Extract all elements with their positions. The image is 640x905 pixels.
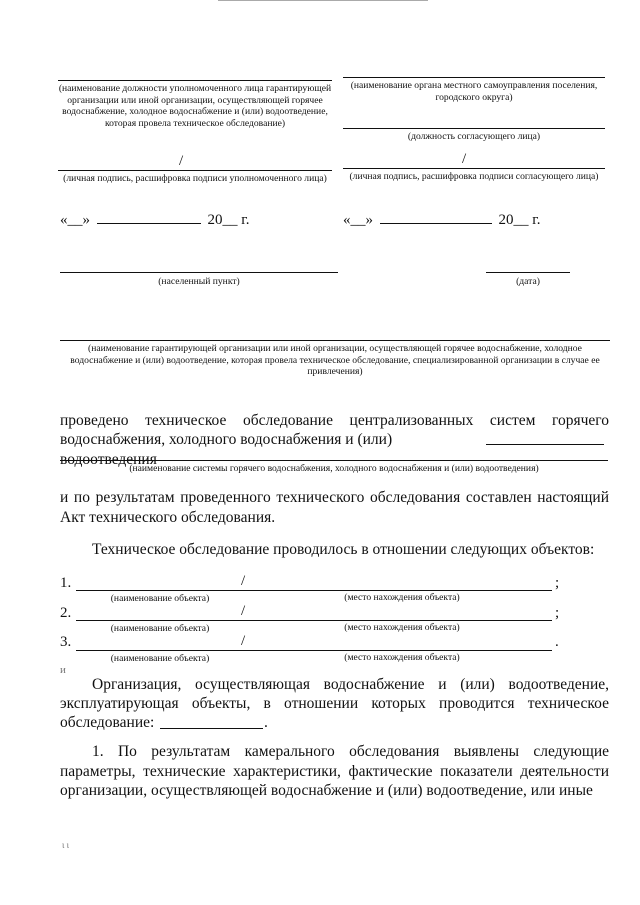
signature-slash-right: / (462, 151, 467, 167)
object-line (76, 590, 552, 591)
object-name-caption: (наименование объекта) (110, 593, 210, 604)
system-caption: (наименование системы горячего водоснабжения, холодного водоснабжения и (или) водоотведения) (129, 463, 539, 474)
signature-line-left (58, 170, 332, 171)
operator-line-2: эксплуатирующая объекты, в отношении которых проводится техническое (60, 695, 609, 712)
operator-line-3: обследование: (60, 714, 155, 731)
object-location-caption: (место нахождения объекта) (344, 592, 460, 603)
scan-top-edge (218, 0, 428, 1)
object-slash: / (241, 603, 246, 619)
organization-line (60, 340, 610, 341)
object-line (76, 650, 552, 651)
objects-intro: Техническое обследование проводилось в отношении следующих объектов: (92, 541, 595, 558)
operator-line-1: Организация, осуществляющая водоснабжение и (или) водоотведение, (92, 676, 609, 693)
object-line (76, 620, 552, 621)
object-number: 2. (60, 605, 72, 621)
object-location-caption: (место нахождения объекта) (344, 652, 460, 663)
position-caption: (наименование должности уполномоченного лица гарантирующей организации или иной организации, осуществляющей горячее водоснабжение, холодное водоснабжение и (или) водоотведение, которая провела техническое обследование) (58, 83, 332, 129)
result-paragraph: и по результатам проведенного технического обследования составлен настоящий Акт технического обследования. (60, 489, 609, 526)
scan-mark-bottom: ι ι (62, 840, 70, 850)
settlement-caption: (населенный пункт) (158, 276, 240, 287)
date-line (486, 272, 570, 273)
organization-caption: (наименование гарантирующей организации или иной организации, осуществляющей горячее водоснабжение, холодное водоснабжение и (или) водоотведение, которая провела техническое обследование, специализированной организации в случае ее привлечения) (70, 343, 600, 378)
signature-caption-left: (личная подпись, расшифровка подписи уполномоченного лица) (63, 173, 327, 184)
object-number: 1. (60, 575, 72, 591)
operator-blank (160, 728, 263, 729)
approver-position-caption: (должность согласующего лица) (407, 131, 541, 142)
signature-line-right (343, 168, 605, 169)
settlement-line (60, 272, 338, 273)
object-end: . (555, 634, 559, 650)
date-month-blank-right (380, 211, 492, 224)
object-location-caption: (место нахождения объекта) (344, 622, 460, 633)
date-right (343, 211, 540, 229)
scan-mark-left: и (60, 664, 66, 676)
system-line (60, 460, 608, 461)
date-month-blank-left (97, 211, 201, 224)
system-inline-blank (486, 444, 604, 445)
position-line (58, 80, 332, 81)
conducted-line-1: проведено техническое обследование централизованных систем горячего (60, 412, 609, 429)
point-1-paragraph: 1. По результатам камерального обследования выявлены следующие параметры, технические характеристики, фактические показатели деятельности организации, осуществляющей водоснабжение и (или) водоотведение, или иные (60, 743, 609, 799)
object-number: 3. (60, 634, 72, 650)
date-day-right: «__» (343, 212, 373, 228)
object-slash: / (241, 573, 246, 589)
date-year-left: 20__ г. (207, 212, 250, 228)
date-year-right: 20__ г. (498, 212, 541, 228)
object-end: ; (555, 605, 560, 621)
conducted-line-2: водоснабжения, холодного водоснабжения и (или) водоотведения (60, 431, 393, 468)
signature-caption-right: (личная подпись, расшифровка подписи согласующего лица) (349, 171, 599, 182)
approver-position-line (343, 128, 605, 129)
authority-line (343, 77, 605, 78)
date-left (60, 211, 249, 229)
signature-slash-left: / (179, 153, 184, 169)
object-end: ; (555, 575, 560, 591)
date-day-left: «__» (60, 212, 90, 228)
date-caption: (дата) (516, 276, 540, 287)
object-name-caption: (наименование объекта) (110, 623, 210, 634)
object-slash: / (241, 633, 246, 649)
operator-end: . (264, 714, 268, 731)
authority-caption: (наименование органа местного самоуправления поселения, городского округа) (350, 80, 598, 103)
object-name-caption: (наименование объекта) (110, 653, 210, 664)
